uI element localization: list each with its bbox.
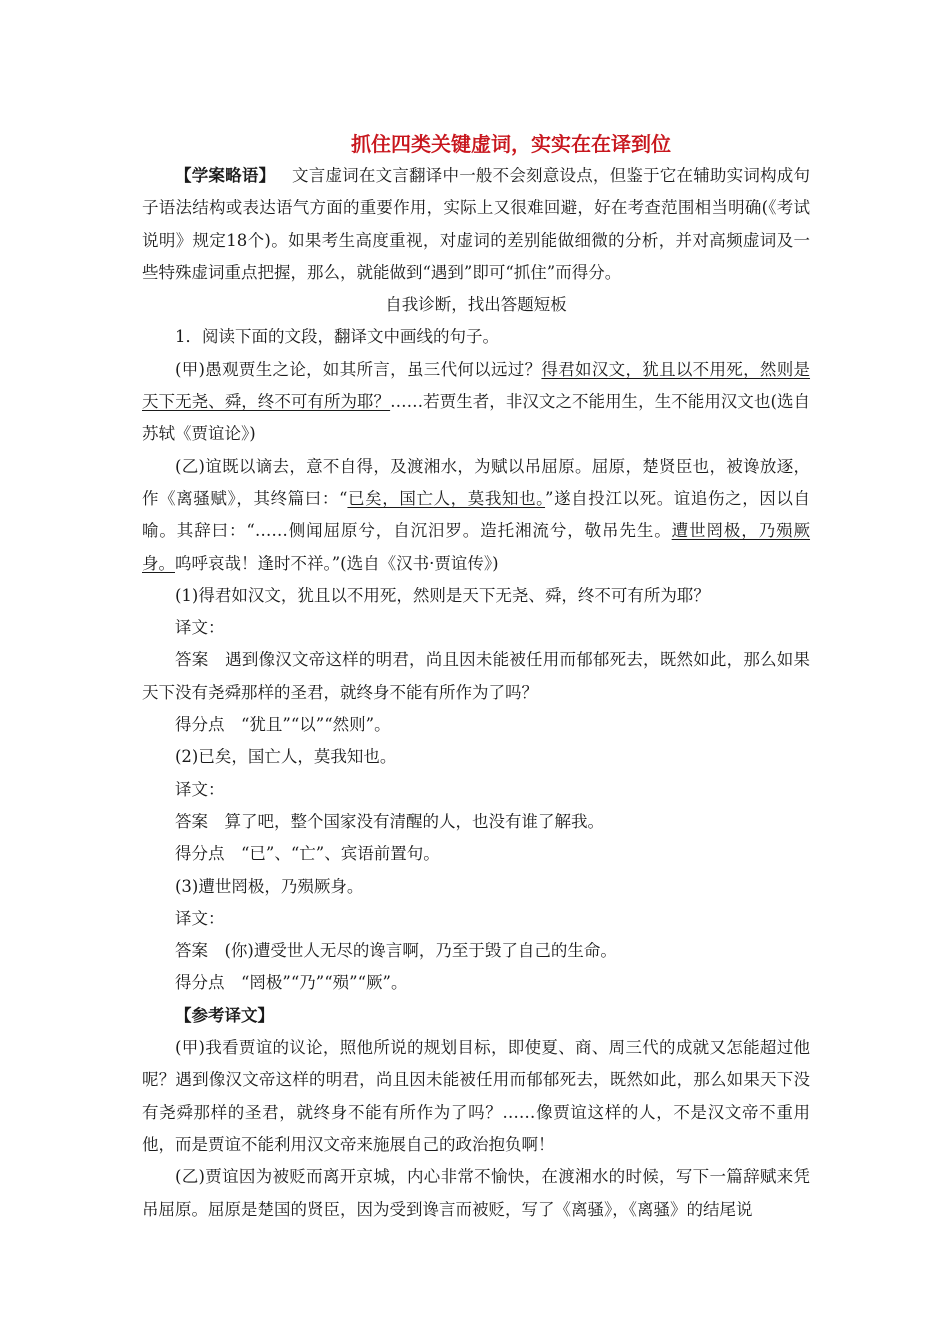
item-2-sentence: (2)已矣，国亡人，莫我知也。	[175, 747, 397, 767]
reference-yi: (乙)贾谊因为被贬而离开京城，内心非常不愉快，在渡湘水的时候，写下一篇辞赋来凭吊屈原。屈原是楚国的贤臣，因为受到谗言而被贬，写了《离骚》，《离骚》的结尾说	[142, 1167, 810, 1219]
page-title: 抓住四类关键虚词，实实在在译到位	[351, 132, 671, 156]
passage-jia-pre: (甲)愚观贾生之论，如其所言，虽三代何以远过？	[175, 359, 542, 379]
points-text: “罔极”“乃”“殒”“厥”。	[241, 973, 408, 993]
points-label: 得分点	[175, 715, 225, 735]
points-text: “犹且”“以”“然则”。	[241, 715, 391, 735]
points-text: “已”、“亡”、宾语前置句。	[241, 844, 440, 864]
answer-label: 答案	[175, 811, 208, 831]
item-1-answer	[142, 644, 810, 709]
passage-yi-part2: ”遂自投江以死。谊追伤之，因以自喻。其辞曰：“……侧闻屈原兮，自沉汨罗。造托湘流兮，敬吊先生。	[142, 488, 811, 541]
passage-jia	[142, 354, 810, 451]
item-3-points	[142, 967, 810, 999]
answer-label: 答案	[175, 650, 209, 670]
passage-jia-underlined: 得君如汉文，犹且以不用死，然则是天下无尧、舜，终不可有所为耶？	[142, 359, 811, 412]
document-page	[142, 128, 810, 1226]
reference-label: 【参考译文】	[175, 1005, 274, 1025]
passage-yi	[142, 451, 810, 580]
points-label: 得分点	[175, 844, 225, 864]
intro-label: 【学案略语】	[175, 166, 276, 185]
item-2-answer	[142, 806, 810, 838]
item-1-sentence: (1)得君如汉文，犹且以不用死，然则是天下无尧、舜，终不可有所为耶？	[175, 585, 710, 605]
item-1-yiwen: 译文：	[175, 618, 225, 638]
item-3-sentence: (3)遭世罔极，乃殒厥身。	[175, 876, 364, 896]
intro-text: 文言虚词在文言翻译中一般不会刻意设点，但鉴于它在辅助实词构成句子语法结构或表达语气方面的重要作用，实际上又很难回避，好在考查范围相当明确(《考试说明》规定18个)。如果考生高度重视，对虚词的差别能做细微的分析，并对高频虚词及一些特殊虚词重点把握，那么，就能做到“遇到”即可“抓住”而得分。	[142, 166, 811, 282]
intro-paragraph	[142, 160, 810, 289]
section-heading: 自我诊断，找出答题短板	[385, 295, 567, 315]
passage-yi-underlined-2: 遭世罔极，乃殒厥身。	[142, 521, 811, 573]
passage-yi-part1: (乙)谊既以谪去，意不自得，及渡湘水，为赋以吊屈原。屈原，楚贤臣也，被谗放逐，作《离骚赋》，其终篇曰：“	[142, 456, 810, 508]
answer-text: 算了吧，整个国家没有清醒的人，也没有谁了解我。	[224, 811, 604, 831]
answer-text: (你)遭受世人无尽的谗言啊，乃至于毁了自己的生命。	[224, 941, 617, 961]
item-1-points	[142, 709, 810, 741]
item-2-points	[142, 838, 810, 870]
reference-jia: (甲)我看贾谊的议论，照他所说的规划目标，即使夏、商、周三代的成就又怎能超过他呢？遇到像汉文帝这样的明君，尚且因未能被任用而郁郁死去，既然如此，那么如果天下没有尧舜那样的圣君，就终身不能有所作为了吗？……像贾谊这样的人，不是汉文帝不重用他，而是贾谊不能利用汉文帝来施展自己的政治抱负啊！	[142, 1038, 810, 1154]
item-2-yiwen: 译文：	[175, 779, 225, 799]
answer-text: 遇到像汉文帝这样的明君，尚且因未能被任用而郁郁死去，既然如此，那么如果天下没有尧舜那样的圣君，就终身不能有所作为了吗？	[142, 650, 811, 702]
answer-label: 答案	[175, 941, 208, 961]
passage-yi-underlined-1: 已矣，国亡人，莫我知也。	[347, 488, 546, 508]
question-prompt: 1．阅读下面的文段，翻译文中画线的句子。	[175, 327, 499, 347]
item-3-answer	[142, 935, 810, 967]
item-3-yiwen: 译文：	[175, 908, 225, 928]
passage-yi-part3: 呜呼哀哉！逢时不祥。”(选自《汉书·贾谊传》)	[175, 553, 499, 573]
points-label: 得分点	[175, 973, 225, 993]
passage-jia-post: ……若贾生者，非汉文之不能用生，生不能用汉文也(选自苏轼《贾谊论》)	[142, 392, 811, 444]
